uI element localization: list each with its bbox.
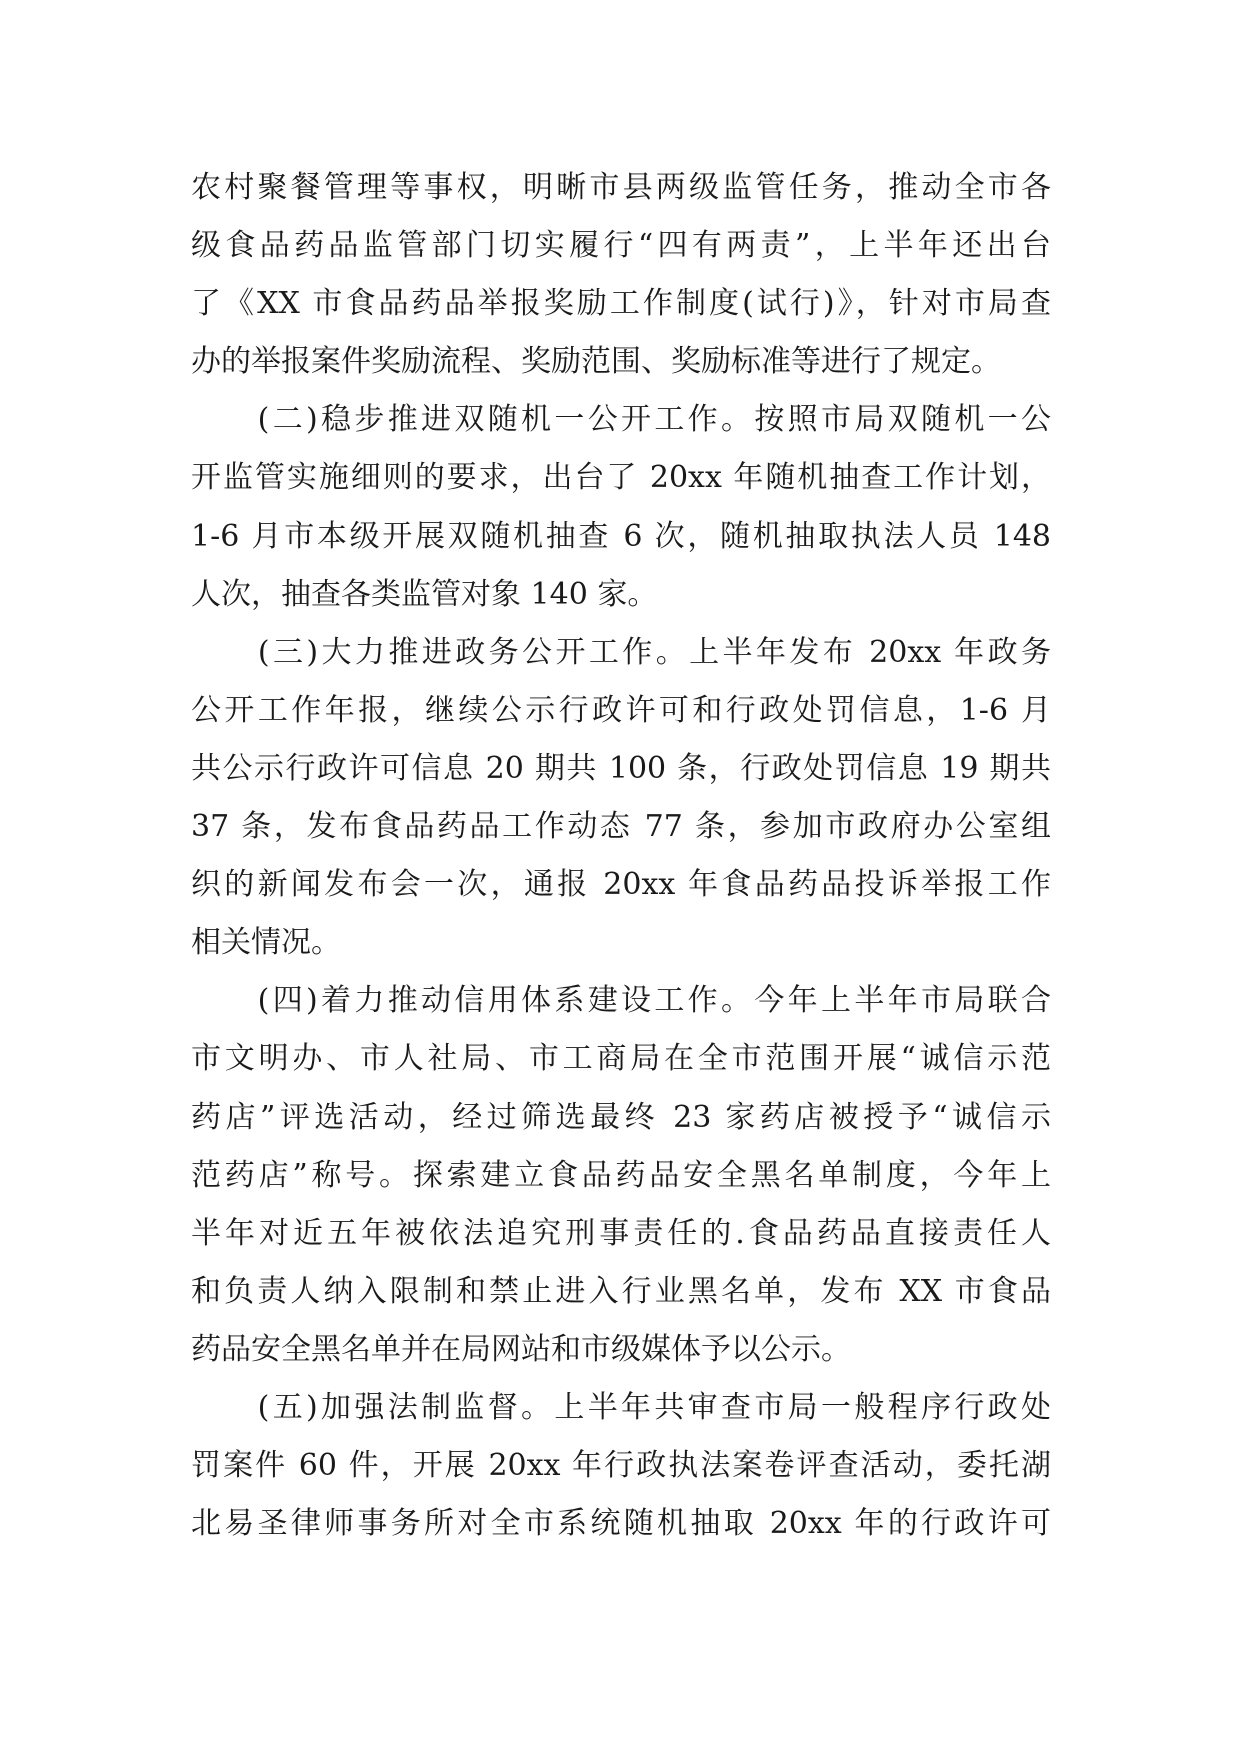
document-body [191, 159, 1051, 1553]
section-heading-line: (五)加强法制监督。上半年共审查市局一般程序行政处 [191, 1389, 1051, 1425]
section-heading-line: (三)大力推进政务公开工作。上半年发布 20xx 年政务 [191, 634, 1051, 670]
text-line: 开监管实施细则的要求，出台了 20xx 年随机抽查工作计划， [191, 460, 1051, 496]
text-line: 人次，抽查各类监管对象 140 家。 [191, 576, 658, 612]
text-line: 药品安全黑名单并在局网站和市级媒体予以公示。 [191, 1331, 851, 1367]
text-line: 半年对近五年被依法追究刑事责任的.食品药品直接责任人 [191, 1215, 1051, 1251]
text-line: 市文明办、市人社局、市工商局在全市范围开展“诚信示范 [191, 1041, 1051, 1077]
text-line: 37 条，发布食品药品工作动态 77 条，参加市政府办公室组 [191, 809, 1051, 845]
text-line: 织的新闻发布会一次，通报 20xx 年食品药品投诉举报工作 [191, 867, 1051, 903]
text-line: 了《XX 市食品药品举报奖励工作制度(试行)》，针对市局查 [191, 286, 1051, 322]
text-line: 办的举报案件奖励流程、奖励范围、奖励标准等进行了规定。 [191, 344, 1001, 380]
section-heading-line: (四)着力推动信用体系建设工作。今年上半年市局联合 [191, 983, 1051, 1019]
section-heading-line: (二)稳步推进双随机一公开工作。按照市局双随机一公 [191, 402, 1051, 438]
text-line: 级食品药品监管部门切实履行“四有两责”，上半年还出台 [191, 228, 1051, 264]
text-line: 1-6 月市本级开展双随机抽查 6 次，随机抽取执法人员 148 [191, 518, 1051, 554]
text-line: 相关情况。 [191, 925, 341, 961]
text-line: 范药店”称号。探索建立食品药品安全黑名单制度，今年上 [191, 1157, 1051, 1193]
text-line: 北易圣律师事务所对全市系统随机抽取 20xx 年的行政许可 [191, 1506, 1051, 1542]
text-line: 药店”评选活动，经过筛选最终 23 家药店被授予“诚信示 [191, 1099, 1051, 1135]
text-line: 罚案件 60 件，开展 20xx 年行政执法案卷评查活动，委托湖 [191, 1448, 1051, 1484]
text-line: 共公示行政许可信息 20 期共 100 条，行政处罚信息 19 期共 [191, 750, 1051, 786]
text-line: 公开工作年报，继续公示行政许可和行政处罚信息，1-6 月 [191, 692, 1051, 728]
text-line: 农村聚餐管理等事权，明晰市县两级监管任务，推动全市各 [191, 170, 1051, 205]
text-line: 和负责人纳入限制和禁止进入行业黑名单，发布 XX 市食品 [191, 1273, 1051, 1309]
